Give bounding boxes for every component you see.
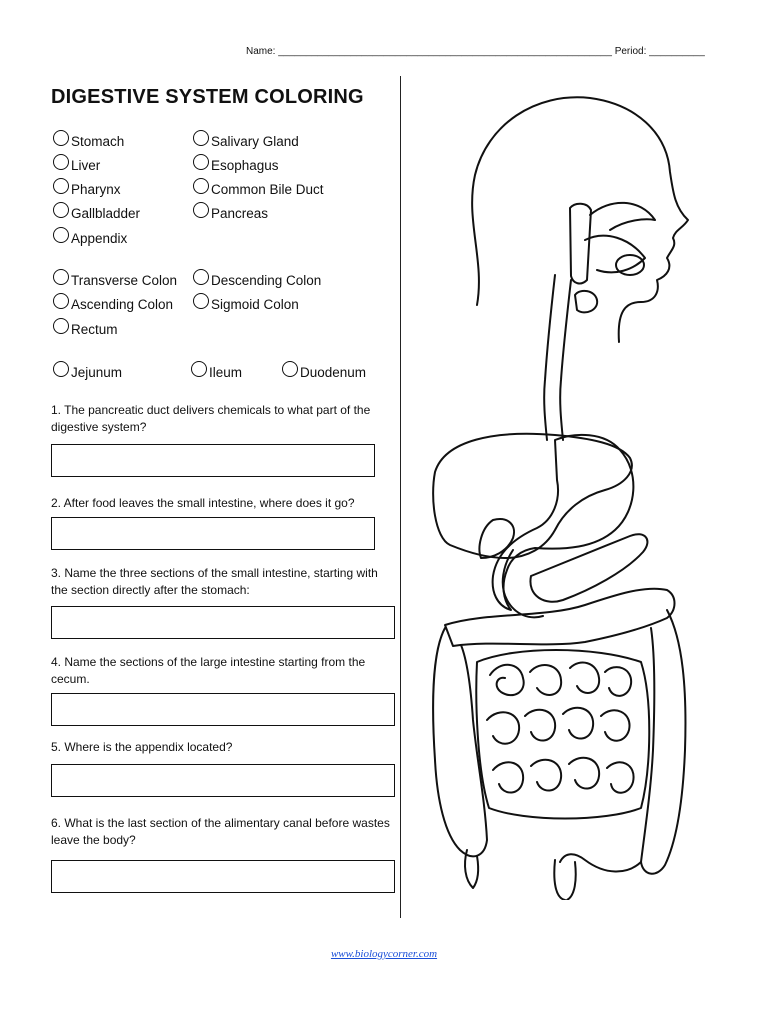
checklist-item-pharynx[interactable] xyxy=(53,181,121,197)
checklist-label: Jejunum xyxy=(71,364,123,380)
circle-checkbox-icon[interactable] xyxy=(53,227,69,243)
ileum-lower xyxy=(493,758,634,793)
checklist-label: Rectum xyxy=(71,321,118,337)
checklist-label: Appendix xyxy=(71,230,128,246)
checklist-label: Ileum xyxy=(209,364,243,380)
checklist-item-ileum[interactable] xyxy=(191,364,242,380)
nasal-cavity xyxy=(590,203,655,230)
stomach xyxy=(493,435,634,610)
checklist-label: Sigmoid Colon xyxy=(211,296,299,312)
circle-checkbox-icon[interactable] xyxy=(53,130,69,146)
question-5: 5. Where is the appendix located? xyxy=(51,740,233,754)
answer-box-4[interactable] xyxy=(51,693,395,726)
circle-checkbox-icon[interactable] xyxy=(193,293,209,309)
checklist-item-transverse-colon[interactable] xyxy=(53,272,177,288)
checklist-item-pancreas[interactable] xyxy=(193,205,268,221)
circle-checkbox-icon[interactable] xyxy=(193,130,209,146)
checklist-item-stomach[interactable] xyxy=(53,133,124,149)
footer-link[interactable]: www.biologycorner.com xyxy=(330,948,438,960)
answer-box-3[interactable] xyxy=(51,606,395,639)
page-title: DIGESTIVE SYSTEM COLORING xyxy=(51,86,364,108)
tongue xyxy=(616,255,644,275)
checklist-item-gallbladder[interactable] xyxy=(53,205,140,221)
checklist-label: Salivary Gland xyxy=(211,133,299,149)
sigmoid-colon xyxy=(560,854,641,871)
transverse-colon xyxy=(445,589,675,646)
circle-checkbox-icon[interactable] xyxy=(193,202,209,218)
circle-checkbox-icon[interactable] xyxy=(53,361,69,377)
checklist-label: Common Bile Duct xyxy=(211,181,324,197)
digestive-system-diagram-icon xyxy=(405,80,705,900)
circle-checkbox-icon[interactable] xyxy=(53,178,69,194)
circle-checkbox-icon[interactable] xyxy=(53,269,69,285)
answer-box-6[interactable] xyxy=(51,860,395,893)
rectum xyxy=(554,860,575,900)
circle-checkbox-icon[interactable] xyxy=(53,154,69,170)
answer-box-2[interactable] xyxy=(51,517,375,550)
circle-checkbox-icon[interactable] xyxy=(53,318,69,334)
question-2: 2. After food leaves the small intestine, where does it go? xyxy=(51,496,355,510)
gallbladder xyxy=(480,519,515,558)
name-period-line: Name: ____________________________________________________________ Period: __________ xyxy=(246,46,705,57)
salivary-gland xyxy=(575,291,597,313)
checklist-item-common-bile-duct[interactable] xyxy=(193,181,324,197)
checklist-item-appendix[interactable] xyxy=(53,230,127,246)
jejunum xyxy=(490,663,631,696)
circle-checkbox-icon[interactable] xyxy=(191,361,207,377)
checklist-item-salivary-gland[interactable] xyxy=(193,133,299,149)
question-1: 1. The pancreatic duct delivers chemicals to what part of the digestive system? xyxy=(51,403,371,434)
oral-cavity xyxy=(585,236,645,273)
checklist-item-esophagus[interactable] xyxy=(193,157,279,173)
checklist-label: Pharynx xyxy=(71,181,121,197)
column-divider xyxy=(400,76,401,918)
circle-checkbox-icon[interactable] xyxy=(282,361,298,377)
checklist-label: Gallbladder xyxy=(71,205,141,221)
nasopharynx xyxy=(570,204,591,284)
circle-checkbox-icon[interactable] xyxy=(193,178,209,194)
checklist-label: Pancreas xyxy=(211,205,269,221)
question-6: 6. What is the last section of the alimentary canal before wastes leave the body? xyxy=(51,816,390,847)
checklist-label: Descending Colon xyxy=(211,272,322,288)
answer-box-5[interactable] xyxy=(51,764,395,797)
checklist-item-duodenum[interactable] xyxy=(282,364,366,380)
circle-checkbox-icon[interactable] xyxy=(193,269,209,285)
checklist-item-liver[interactable] xyxy=(53,157,100,173)
circle-checkbox-icon[interactable] xyxy=(53,293,69,309)
checklist-item-jejunum[interactable] xyxy=(53,364,122,380)
checklist-item-ascending-colon[interactable] xyxy=(53,296,173,312)
descending-colon xyxy=(641,610,685,874)
circle-checkbox-icon[interactable] xyxy=(53,202,69,218)
circle-checkbox-icon[interactable] xyxy=(193,154,209,170)
ileum xyxy=(487,708,630,744)
checklist-item-descending-colon[interactable] xyxy=(193,272,321,288)
question-3: 3. Name the three sections of the small intestine, starting with the section directly after the stomach: xyxy=(51,566,378,597)
checklist-label: Duodenum xyxy=(300,364,367,380)
checklist-label: Transverse Colon xyxy=(71,272,178,288)
checklist-item-rectum[interactable] xyxy=(53,321,118,337)
checklist-label: Stomach xyxy=(71,133,125,149)
esophagus xyxy=(544,275,571,440)
checklist-label: Liver xyxy=(71,157,101,173)
answer-box-1[interactable] xyxy=(51,444,375,477)
checklist-label: Ascending Colon xyxy=(71,296,174,312)
checklist-label: Esophagus xyxy=(211,157,279,173)
question-4: 4. Name the sections of the large intestine starting from the cecum. xyxy=(51,655,366,686)
checklist-item-sigmoid-colon[interactable] xyxy=(193,296,299,312)
